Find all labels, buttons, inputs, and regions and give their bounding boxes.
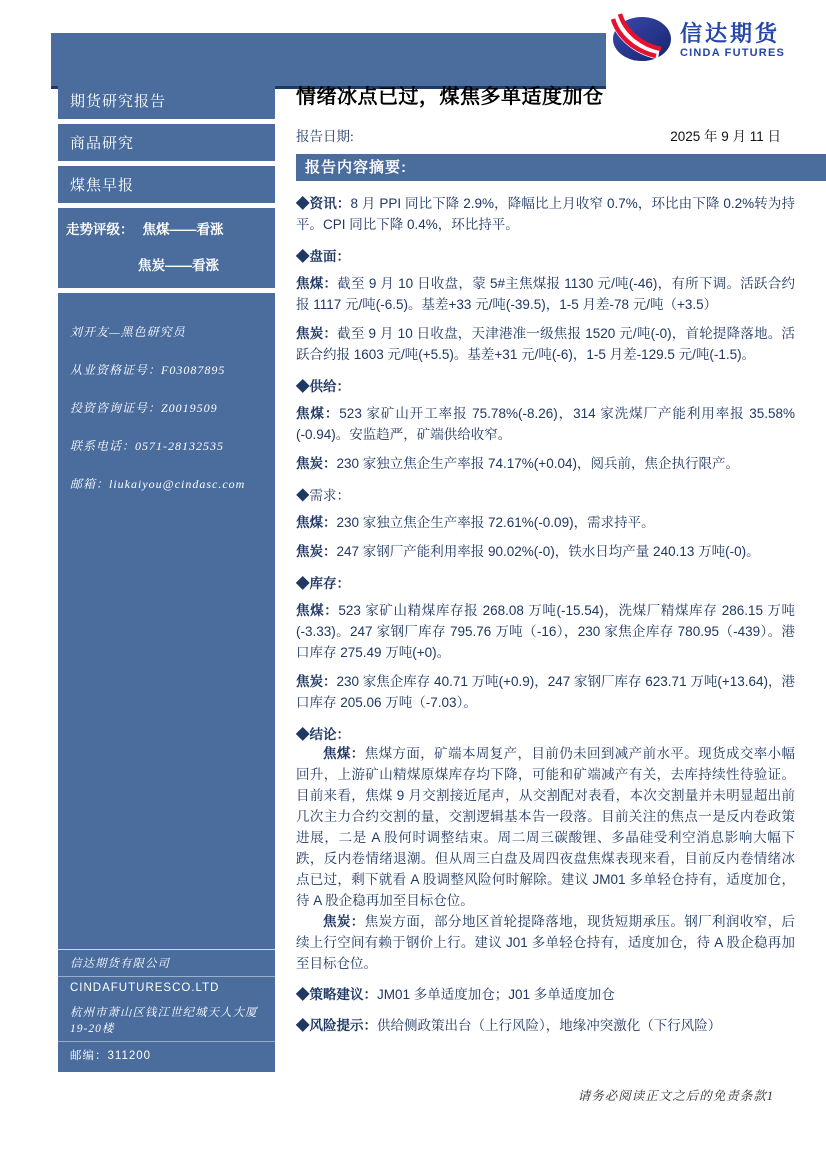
section-paragraph: 焦炭：230 家独立焦企生产率报 74.17%(+0.04)，阅兵前，焦企执行限产。 [296, 456, 739, 471]
logo-cn-text: 信达期货 [680, 20, 781, 46]
report-section [296, 375, 795, 474]
sidebar [58, 82, 275, 1072]
report-sections [296, 193, 795, 1036]
section-paragraph: 焦煤：230 家独立焦企生产率报 72.61%(-0.09)，需求持平。 [296, 515, 655, 530]
company-name: 信达期货有限公司 [58, 949, 275, 977]
section-heading: ◆供给： [296, 379, 350, 394]
report-date-value: 2025 年 9 月 11 日 [670, 129, 781, 144]
page-title: 情绪冰点已过，煤焦多单适度加仓 [296, 86, 604, 108]
section-paragraph: 焦炭：230 家焦企库存 40.71 万吨(+0.9)，247 家钢厂库存 623.71 万吨(+13.64)，港口库存 205.06 万吨（-7.03）。 [296, 674, 795, 710]
cinda-logo-icon [610, 13, 672, 68]
report-section [296, 984, 795, 1005]
section-inline-text: ◆资讯：8 月 PPI 同比下降 2.9%，降幅比上月收窄 0.7%，环比由下降 0.2%转为持平。CPI 同比下降 0.4%，环比持平。 [296, 196, 795, 232]
rating-value-j: 焦炭——看涨 [138, 258, 219, 273]
section-paragraph: 焦煤：焦煤方面，矿端本周复产，目前仍未回到减产前水平。现货成交率小幅回升，上游矿山精煤原煤库存均下降，可能和矿端减产有关，去库持续性待验证。目前来看，焦煤 9 月交割接近尾声，从交割配对表看，本次交割量并未明显超出前几次主力合约交割的量，交割逻辑基本告一段落。目前关注的焦点一是反内卷政策进展，二是 A 股何时调整结束。周二周三碳酸锂、多晶硅受利空消息影响大幅下跌，反内卷情绪退潮。但从周三白盘及周四夜盘焦煤表现来看，目前反内卷情绪冰点已过，剩下就看 A 股调整风险何时解除。建议 JM01 多单轻仓持有，适度加仓，待 A 股企稳再加至目标仓位。 [296, 746, 796, 908]
rating-line-coking-coal [66, 218, 275, 238]
sidebar-item-series [58, 166, 275, 203]
analyst-phone: 联系电话：0571-28132535 [70, 439, 224, 453]
summary-header-bar: 报告内容摘要: [296, 154, 826, 181]
section-inline-text: ◆策略建议：JM01 多单适度加仓；J01 多单适度加仓 [296, 987, 615, 1002]
section-paragraph: 焦炭：截至 9 月 10 日收盘，天津港准一级焦报 1520 元/吨(-0)，首轮提降落地。活跃合约报 1603 元/吨(+5.5)。基差+31 元/吨(-6)，1-5 月差-129.5 元/吨(-1.5)。 [296, 326, 795, 362]
disclaimer-footer: 请务必阅读正文之后的免责条款1 [577, 1089, 774, 1103]
report-section [296, 193, 795, 235]
sidebar-item-category [58, 124, 275, 161]
section-heading: ◆盘面： [296, 249, 350, 264]
report-section [296, 572, 795, 713]
company-block [58, 949, 275, 1072]
sidebar-label: 期货研究报告 [70, 93, 167, 110]
section-inline-text: ◆风险提示：供给侧政策出台（上行风险），地缘冲突激化（下行风险） [296, 1018, 722, 1033]
logo-en-text: CINDA FUTURES [680, 46, 786, 59]
report-section [296, 1015, 795, 1036]
section-paragraph: 焦煤：523 家矿山精煤库存报 268.08 万吨(-15.54)，洗煤厂精煤库存 286.15 万吨(-3.33)。247 家钢厂库存 795.76 万吨（-16），230 家焦企库存 780.95（-439）。港口库存 275.49 万吨(+0)。 [296, 603, 796, 660]
report-section [296, 723, 795, 974]
analyst-qualification-no: 从业资格证号：F03087895 [70, 363, 226, 377]
company-logo [610, 13, 785, 68]
section-heading: ◆结论： [296, 727, 350, 742]
company-zipcode: 邮编：311200 [58, 1041, 275, 1072]
company-address: 杭州市萧山区钱江世纪城天人大厦19-20楼 [70, 1007, 258, 1035]
sidebar-item-report-type [58, 82, 275, 119]
section-paragraph: 焦煤：截至 9 月 10 日收盘，蒙 5#主焦煤报 1130 元/吨(-46)，有所下调。活跃合约报 1117 元/吨(-6.5)。基差+33 元/吨(-39.5)，1-5 月差-78 元/吨（+3.5） [296, 276, 795, 312]
report-date-row [296, 125, 795, 145]
sidebar-label: 煤焦早报 [70, 177, 135, 194]
section-heading: ◆库存： [296, 576, 350, 591]
analyst-email: 邮箱：liukaiyou@cindasc.com [70, 477, 246, 491]
section-heading: ◆需求： [296, 488, 350, 503]
section-paragraph: 焦炭：247 家钢厂产能利用率报 90.02%(-0)，铁水日均产量 240.13 万吨(-0)。 [296, 544, 760, 559]
analyst-name: 刘开友—黑色研究员 [70, 325, 186, 339]
analyst-advisory-no: 投资咨询证号：Z0019509 [70, 401, 218, 415]
report-main [296, 80, 795, 1044]
report-section [296, 484, 795, 562]
rating-value-jm: 焦煤——看涨 [142, 222, 224, 237]
trend-rating-box [58, 208, 275, 288]
section-paragraph: 焦炭：焦炭方面，部分地区首轮提降落地，现货短期承压。钢厂利润收窄，后续上行空间有赖于钢价上行。建议 J01 多单轻仓持有，适度加仓，待 A 股企稳再加至目标仓位。 [296, 914, 796, 971]
section-paragraph: 焦煤：523 家矿山开工率报 75.78%(-8.26)，314 家洗煤厂产能利用率报 35.58%(-0.94)。安监趋严，矿端供给收窄。 [296, 406, 796, 442]
analyst-info-box [58, 293, 275, 1072]
rating-label: 走势评级： [66, 222, 134, 237]
report-date-label: 报告日期: [296, 129, 354, 144]
sidebar-label: 商品研究 [70, 135, 135, 152]
analyst-block [58, 293, 275, 492]
company-name-en: CINDAFUTURESCO.LTD [70, 982, 220, 994]
report-section [296, 245, 795, 365]
